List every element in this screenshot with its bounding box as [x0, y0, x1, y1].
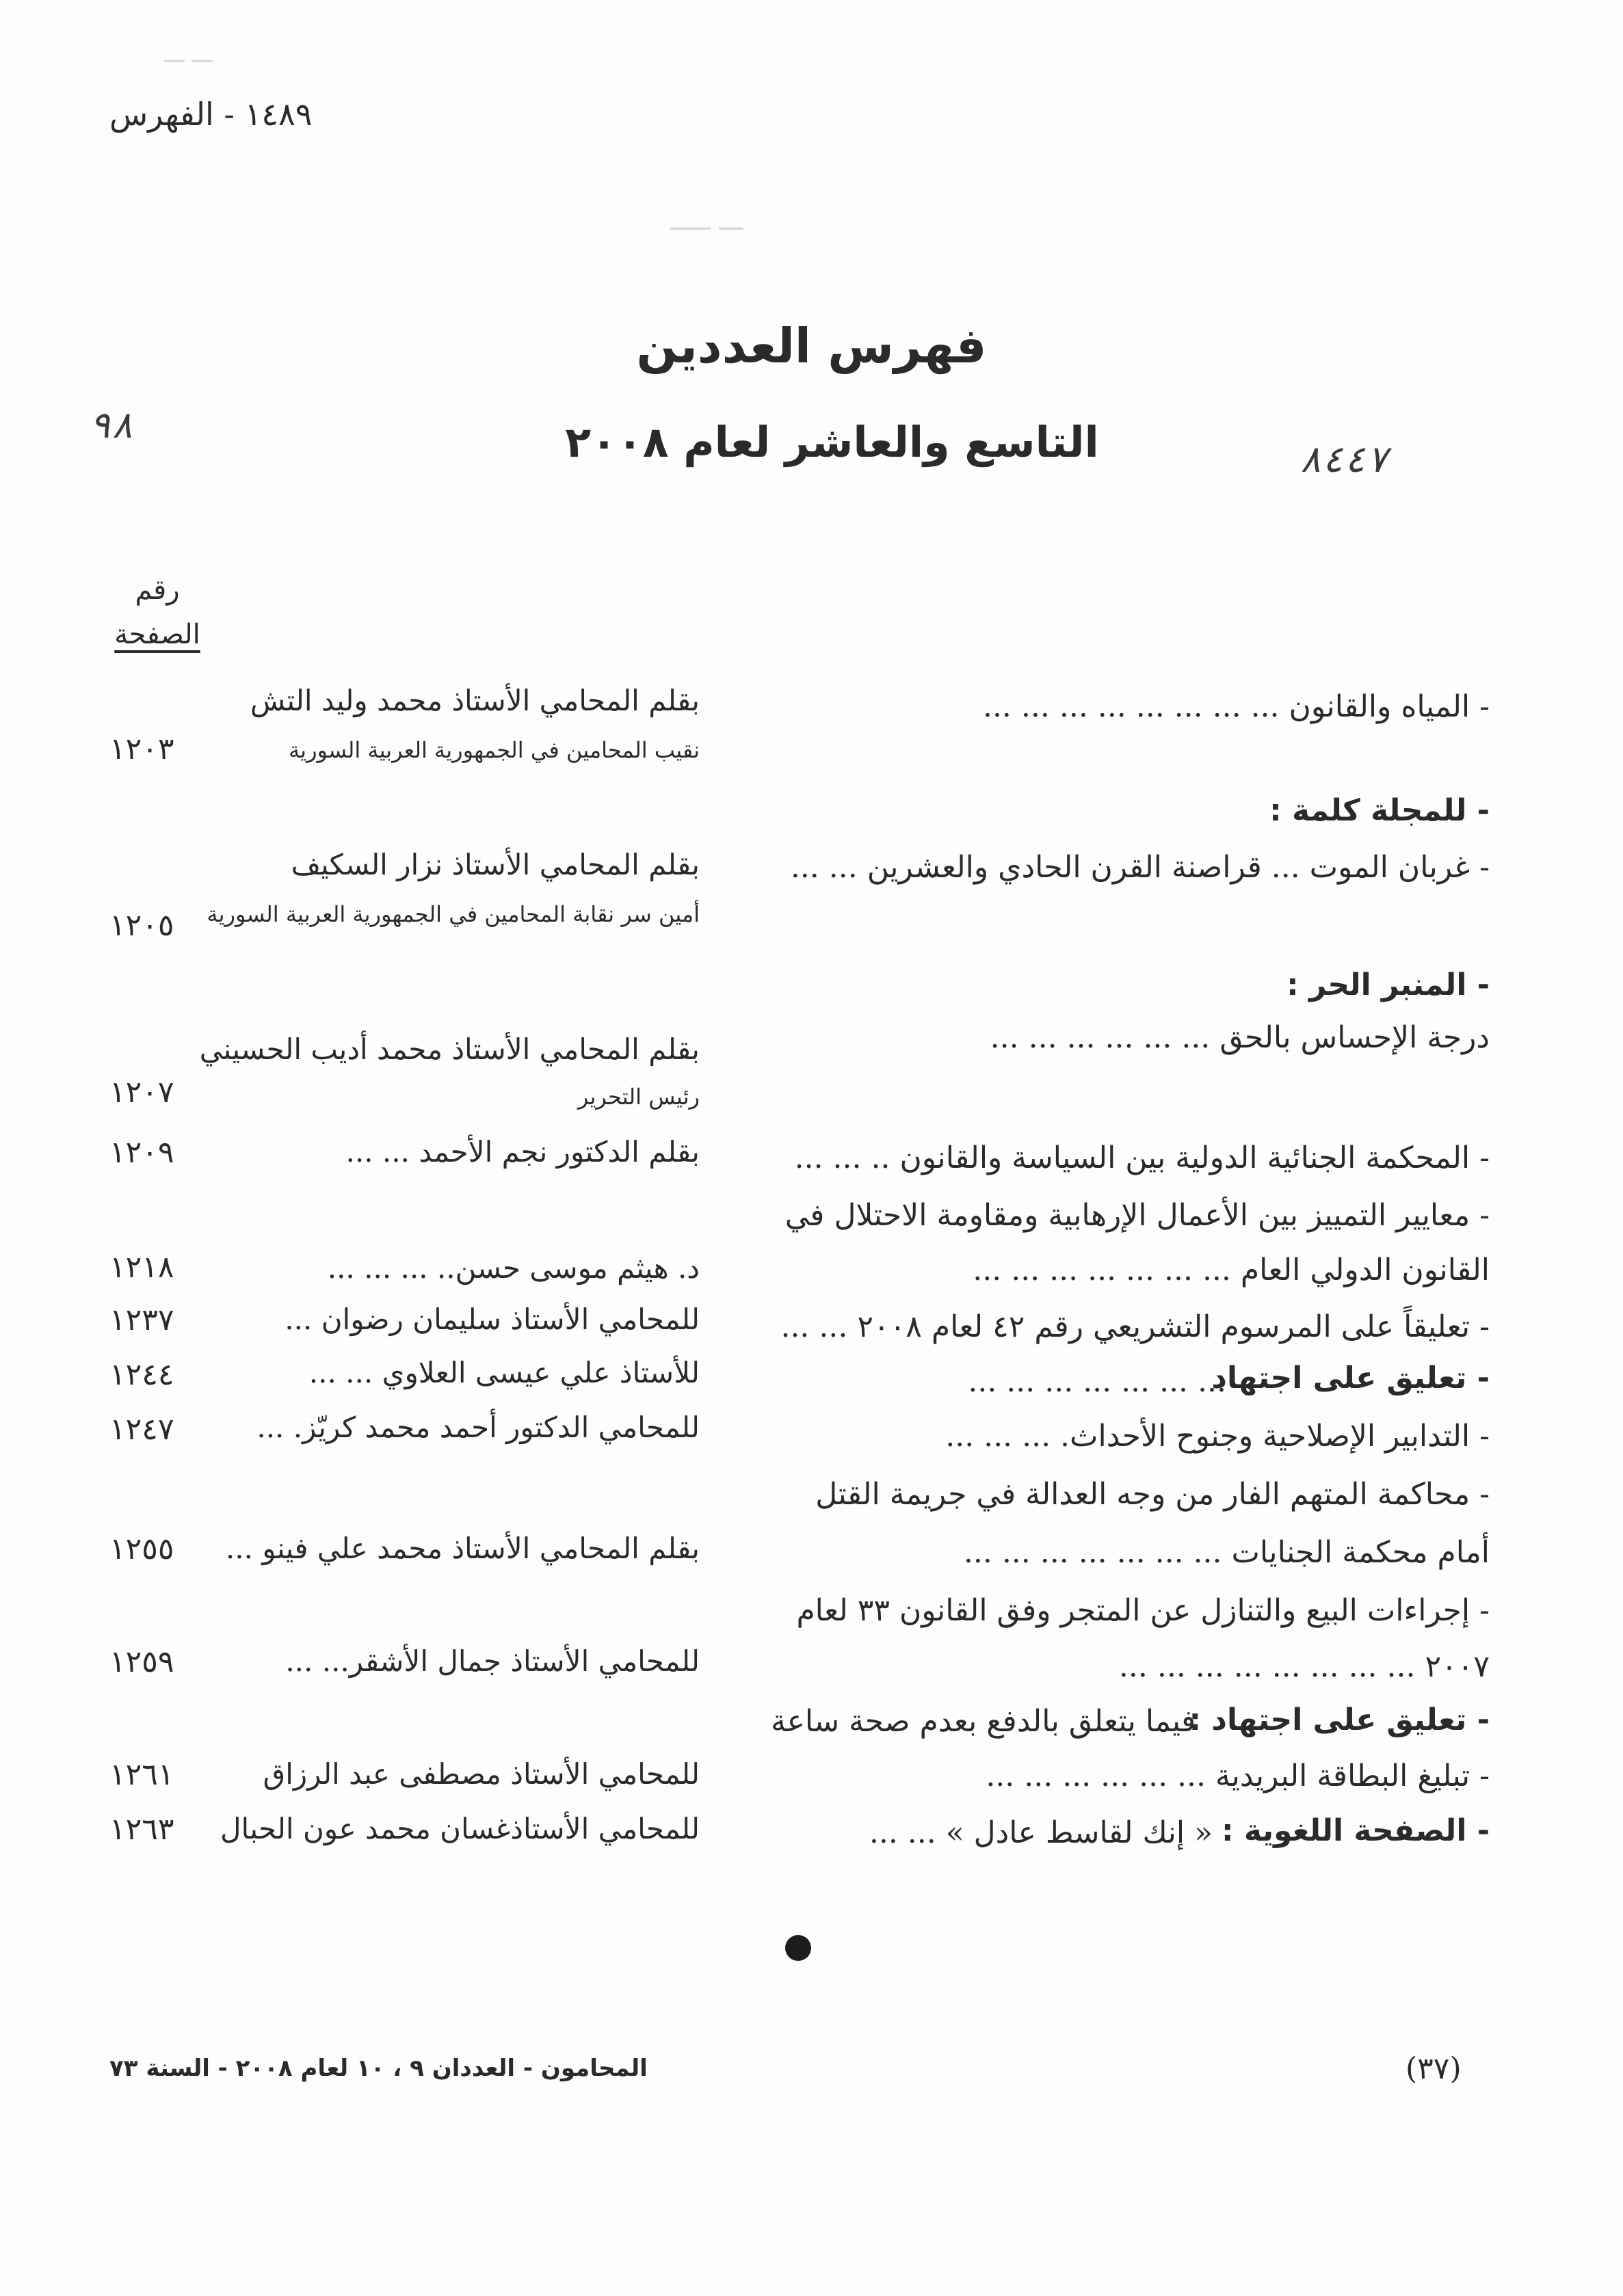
- entry-page-number: ١٢١٨: [109, 1250, 174, 1285]
- entry-author: للمحامي الأستاذ مصطفى عبد الرزاق: [263, 1757, 700, 1791]
- entry-page-number: ١٢٦١: [109, 1757, 174, 1792]
- handwritten-note-left: ٩٨: [89, 403, 134, 446]
- entry-page-number: ١٢٤٧: [109, 1412, 174, 1447]
- entry-author: د. هيثم موسى حسن.. ... ... ...: [327, 1251, 700, 1285]
- entry-page-number: ١٢٥٩: [109, 1644, 174, 1679]
- entry-author-note: رئيس التحرير: [577, 1084, 700, 1110]
- section-heading: - المنبر الحر :: [1286, 967, 1490, 1002]
- section-heading-continued: « إنك لقاسط عادل » ... ...: [869, 1815, 1213, 1850]
- entry-title: - تبليغ البطاقة البريدية ... ... ... ... ... ...: [986, 1759, 1490, 1793]
- entry-author: للمحامي الأستاذغسان محمد عون الحبال: [220, 1812, 700, 1845]
- entry-title: درجة الإحساس بالحق ... ... ... ... ... ...: [990, 1020, 1490, 1055]
- entry-author: للمحامي الدكتور أحمد محمد كريّز. ...: [256, 1411, 700, 1444]
- section-heading: - الصفحة اللغوية :: [1221, 1813, 1490, 1848]
- entry-page-number: ١٢٥٥: [109, 1532, 174, 1566]
- entry-author-note: نقيب المحامين في الجمهورية العربية السورية: [289, 737, 700, 763]
- entry-title: - محاكمة المتهم الفار من وجه العدالة في جريمة القتل: [815, 1477, 1490, 1512]
- entry-page-number: ١٢٠٣: [109, 732, 174, 766]
- entry-author: بقلم المحامي الأستاذ محمد وليد التش: [250, 684, 700, 717]
- entry-author-note: أمين سر نقابة المحامين في الجمهورية العربية السورية: [207, 901, 700, 927]
- entry-page-number: ١٢٤٤: [109, 1357, 174, 1392]
- section-heading: - للمجلة كلمة :: [1269, 793, 1490, 828]
- running-header: ١٤٨٩ - الفهرس: [109, 96, 313, 133]
- entry-title-continued: أمام محكمة الجنايات ... ... ... ... ... ... ...: [963, 1535, 1490, 1570]
- page-subtitle: التاسع والعاشر لعام ٢٠٠٨: [565, 417, 1099, 467]
- entry-title: - إجراءات البيع والتنازل عن المتجر وفق القانون ٣٣ لعام: [796, 1593, 1490, 1628]
- entry-title: - معايير التمييز بين الأعمال الإرهابية ومقاومة الاحتلال في: [784, 1198, 1490, 1233]
- page-title: فهرس العددين: [636, 318, 987, 374]
- entry-author: بقلم المحامي الأستاذ محمد أديب الحسيني: [199, 1032, 700, 1066]
- page-column-header: رقم: [135, 574, 180, 606]
- entry-author: للمحامي الأستاذ جمال الأشقر... ...: [285, 1644, 700, 1678]
- entry-title: - التدابير الإصلاحية وجنوح الأحداث. ... ... ...: [945, 1419, 1490, 1454]
- entry-title: - المحكمة الجنائية الدولية بين السياسة والقانون .. ... ...: [794, 1140, 1490, 1175]
- section-heading: - تعليق على اجتهاد: [1211, 1361, 1490, 1396]
- bleed-through-mark: ـــ ـــــ: [670, 205, 743, 237]
- page-column-header-sub: الصفحة: [114, 619, 200, 650]
- entry-title: ... ... ... ... ... ... ...: [968, 1364, 1226, 1399]
- entry-title-continued: ٢٠٠٧ ... ... ... ... ... ... ... ...: [1118, 1649, 1490, 1684]
- handwritten-note-right: ٨٤٤٧: [1299, 438, 1389, 481]
- entry-page-number: ١٢٠٩: [109, 1135, 174, 1170]
- entry-title-continued: القانون الدولي العام ... ... ... ... ... ... ...: [973, 1253, 1490, 1287]
- footer-journal-info: المحامون - العددان ٩ ، ١٠ لعام ٢٠٠٨ - السنة ٧٣: [109, 2055, 648, 2082]
- entry-page-number: ١٢٠٥: [109, 908, 174, 943]
- section-heading: - تعليق على اجتهاد :: [1189, 1703, 1490, 1737]
- entry-page-number: ١٢٣٧: [109, 1303, 174, 1337]
- entry-author: للمحامي الأستاذ سليمان رضوان ...: [285, 1303, 700, 1336]
- entry-title: - تعليقاً على المرسوم التشريعي رقم ٤٢ لعام ٢٠٠٨ ... ...: [780, 1309, 1490, 1344]
- entry-author: بقلم المحامي الأستاذ محمد علي فينو ...: [225, 1532, 700, 1565]
- entry-author: بقلم المحامي الأستاذ نزار السكيف: [291, 848, 700, 881]
- entry-page-number: ١٢٠٧: [109, 1075, 174, 1110]
- footer-page-number: (٣٧): [1406, 2051, 1462, 2086]
- section-heading-continued: فيما يتعلق بالدفع بعدم صحة ساعة: [771, 1704, 1196, 1739]
- entry-title: - المياه والقانون ... ... ... ... ... ... ... ...: [982, 689, 1490, 724]
- bleed-through-mark: ـــ ـــ: [164, 41, 213, 68]
- entry-author: للأستاذ علي عيسى العلاوي ... ...: [308, 1356, 700, 1389]
- end-bullet: [785, 1935, 811, 1961]
- entry-page-number: ١٢٦٣: [109, 1812, 174, 1847]
- entry-title: - غربان الموت ... قراصنة القرن الحادي والعشرين ... ...: [790, 850, 1490, 885]
- entry-author: بقلم الدكتور نجم الأحمد ... ...: [345, 1135, 700, 1169]
